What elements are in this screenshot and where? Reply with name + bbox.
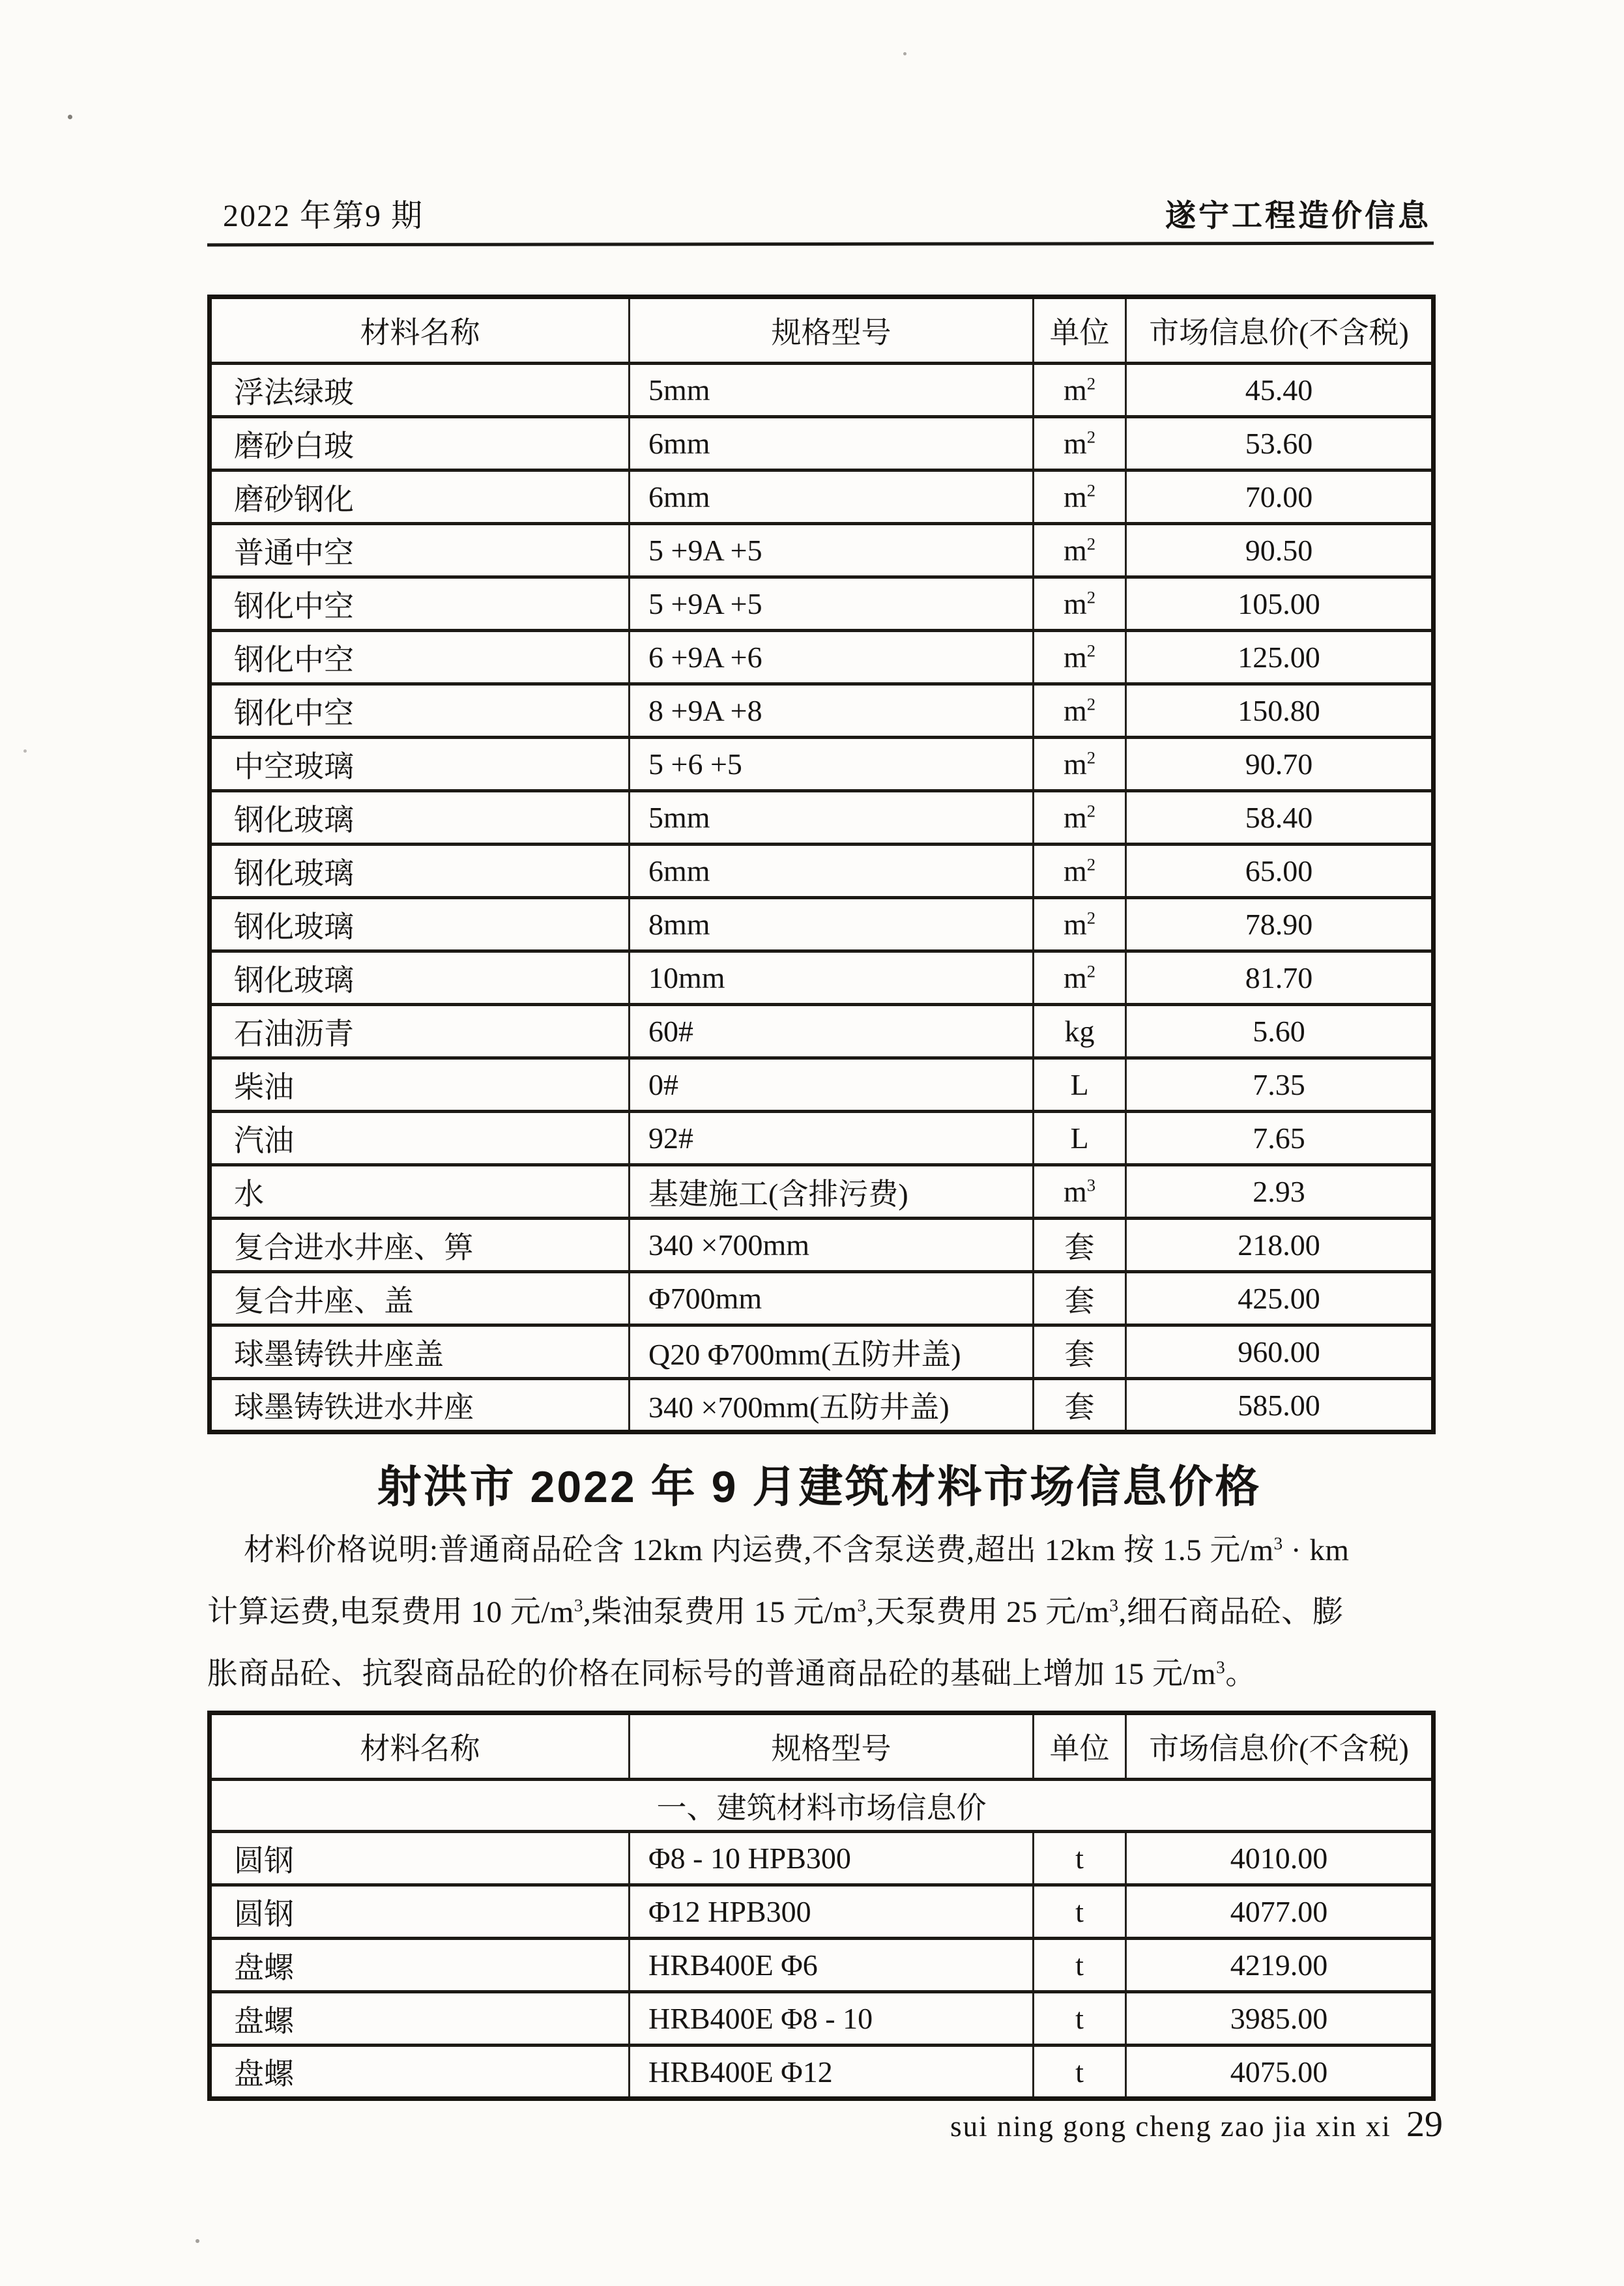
material-name-cell: 钢化玻璃	[210, 791, 630, 845]
material-name-cell: 钢化玻璃	[210, 951, 630, 1005]
material-name-cell: 盘螺	[210, 2046, 630, 2099]
price-cell: 218.00	[1126, 1219, 1434, 1272]
spec-cell: HRB400E Φ12	[630, 2046, 1034, 2099]
spec-cell: 60#	[630, 1005, 1034, 1058]
spec-cell: Q20 Φ700mm(五防井盖)	[630, 1325, 1034, 1379]
material-name-cell: 浮法绿玻	[210, 364, 630, 417]
unit-cell: $m^2$	[1034, 738, 1126, 791]
unit-cell: 套	[1034, 1219, 1126, 1272]
material-name-cell: 复合进水井座、箅	[210, 1219, 630, 1272]
table-row	[210, 2046, 1434, 2099]
spec-cell: 8 +9A +8	[630, 684, 1034, 738]
spec-cell: HRB400E Φ6	[630, 1939, 1034, 1992]
unit-cell: t	[1034, 1939, 1126, 1992]
material-name-cell: 圆钢	[210, 1885, 630, 1939]
glass-materials-price-table	[207, 295, 1436, 1434]
price-cell: 90.70	[1126, 738, 1434, 791]
page-footer	[207, 2104, 1443, 2145]
price-cell: 4010.00	[1126, 1832, 1434, 1885]
material-name-cell: 钢化中空	[210, 684, 630, 738]
spec-cell: 5 +6 +5	[630, 738, 1034, 791]
spec-cell: 8mm	[630, 898, 1034, 951]
table-row	[210, 684, 1434, 738]
price-cell: 7.65	[1126, 1112, 1434, 1165]
unit-cell: t	[1034, 1832, 1126, 1885]
price-cell: 45.40	[1126, 364, 1434, 417]
note-line: 胀商品砼、抗裂商品砼的价格在同标号的普通商品砼的基础上增加 15 元$/m^3$。	[207, 1657, 1256, 1691]
scan-speck	[68, 115, 72, 119]
column-header: 材料名称	[210, 297, 630, 364]
price-cell: 81.70	[1126, 951, 1434, 1005]
table-row	[210, 1325, 1434, 1379]
material-name-cell: 球墨铸铁井座盖	[210, 1325, 630, 1379]
table-row	[210, 1992, 1434, 2046]
material-name-cell: 柴油	[210, 1058, 630, 1112]
material-name-cell: 钢化中空	[210, 577, 630, 631]
column-header: 市场信息价(不含税)	[1126, 1713, 1434, 1780]
spec-cell: 340 ×700mm	[630, 1219, 1034, 1272]
spec-cell: 基建施工(含排污费)	[630, 1165, 1034, 1219]
price-cell: 90.50	[1126, 524, 1434, 577]
column-header: 材料名称	[210, 1713, 630, 1780]
material-name-cell: 钢化玻璃	[210, 845, 630, 898]
spec-cell: 92#	[630, 1112, 1034, 1165]
spec-cell: 5mm	[630, 364, 1034, 417]
material-name-cell: 盘螺	[210, 1992, 630, 2046]
price-cell: 4077.00	[1126, 1885, 1434, 1939]
unit-cell: 套	[1034, 1379, 1126, 1432]
running-head	[207, 190, 1431, 235]
unit-cell: $m^2$	[1034, 791, 1126, 845]
material-name-cell: 磨砂白玻	[210, 417, 630, 470]
price-cell: 150.80	[1126, 684, 1434, 738]
price-cell: 53.60	[1126, 417, 1434, 470]
table-row	[210, 1005, 1434, 1058]
unit-cell: $m^3$	[1034, 1165, 1126, 1219]
unit-cell: $m^2$	[1034, 577, 1126, 631]
material-name-cell: 钢化中空	[210, 631, 630, 684]
spec-cell: 6 +9A +6	[630, 631, 1034, 684]
footer-pinyin: sui ning gong cheng zao jia xin xi	[950, 2110, 1391, 2143]
unit-cell: $m^2$	[1034, 417, 1126, 470]
column-header: 规格型号	[630, 297, 1034, 364]
table-row	[210, 364, 1434, 417]
material-name-cell: 圆钢	[210, 1832, 630, 1885]
spec-cell: 5 +9A +5	[630, 524, 1034, 577]
page-number: 29	[1406, 2104, 1443, 2145]
material-name-cell: 复合井座、盖	[210, 1272, 630, 1325]
table-row	[210, 951, 1434, 1005]
unit-cell: $m^2$	[1034, 470, 1126, 524]
scan-speck	[196, 2239, 199, 2243]
spec-cell: Φ12 HPB300	[630, 1885, 1034, 1939]
spec-cell: HRB400E Φ8 - 10	[630, 1992, 1034, 2046]
price-cell: 5.60	[1126, 1005, 1434, 1058]
table-row	[210, 417, 1434, 470]
price-cell: 125.00	[1126, 631, 1434, 684]
unit-cell: t	[1034, 2046, 1126, 2099]
unit-cell: $m^2$	[1034, 684, 1126, 738]
unit-cell: $m^2$	[1034, 631, 1126, 684]
shehong-building-materials-table	[207, 1711, 1436, 2101]
price-cell: 7.35	[1126, 1058, 1434, 1112]
table-row	[210, 1832, 1434, 1885]
unit-cell: t	[1034, 1885, 1126, 1939]
material-name-cell: 水	[210, 1165, 630, 1219]
spec-cell: 0#	[630, 1058, 1034, 1112]
unit-cell: $m^2$	[1034, 524, 1126, 577]
spec-cell: 6mm	[630, 845, 1034, 898]
price-cell: 585.00	[1126, 1379, 1434, 1432]
material-name-cell: 石油沥青	[210, 1005, 630, 1058]
price-cell: 4075.00	[1126, 2046, 1434, 2099]
unit-cell: 套	[1034, 1325, 1126, 1379]
scan-speck	[23, 749, 27, 753]
table-row	[210, 1939, 1434, 1992]
column-header: 市场信息价(不含税)	[1126, 297, 1434, 364]
price-cell: 4219.00	[1126, 1939, 1434, 1992]
table-row	[210, 845, 1434, 898]
table-row	[210, 1112, 1434, 1165]
material-name-cell: 普通中空	[210, 524, 630, 577]
journal-title: 遂宁工程造价信息	[1165, 198, 1431, 233]
unit-cell: $m^2$	[1034, 898, 1126, 951]
unit-cell: L	[1034, 1058, 1126, 1112]
price-note-paragraph	[207, 1520, 1436, 1705]
column-header: 规格型号	[630, 1713, 1034, 1780]
table-row	[210, 1058, 1434, 1112]
section-header: 一、建筑材料市场信息价	[210, 1780, 1434, 1832]
spec-cell: 10mm	[630, 951, 1034, 1005]
price-cell: 425.00	[1126, 1272, 1434, 1325]
scan-speck	[903, 52, 906, 55]
unit-cell: $m^2$	[1034, 951, 1126, 1005]
unit-cell: kg	[1034, 1005, 1126, 1058]
material-name-cell: 盘螺	[210, 1939, 630, 1992]
table-row	[210, 524, 1434, 577]
price-cell: 960.00	[1126, 1325, 1434, 1379]
column-header: 单位	[1034, 1713, 1126, 1780]
table-row	[210, 631, 1434, 684]
table-row	[210, 577, 1434, 631]
section-row	[210, 1780, 1434, 1832]
table-row	[210, 791, 1434, 845]
material-name-cell: 汽油	[210, 1112, 630, 1165]
spec-cell: 6mm	[630, 417, 1034, 470]
spec-cell: 340 ×700mm(五防井盖)	[630, 1379, 1034, 1432]
note-line: 材料价格说明:普通商品砼含 12km 内运费,不含泵送费,超出 12km 按 1.5 元$/m^3$ · km	[244, 1533, 1350, 1567]
spec-cell: 5mm	[630, 791, 1034, 845]
spec-cell: Φ8 - 10 HPB300	[630, 1832, 1034, 1885]
issue-label: 2022 年第9 期	[223, 199, 424, 233]
material-name-cell: 球墨铸铁进水井座	[210, 1379, 630, 1432]
table-row	[210, 1165, 1434, 1219]
table-row	[210, 1885, 1434, 1939]
table-row	[210, 1379, 1434, 1432]
unit-cell: L	[1034, 1112, 1126, 1165]
material-name-cell: 磨砂钢化	[210, 470, 630, 524]
price-cell: 65.00	[1126, 845, 1434, 898]
unit-cell: $m^2$	[1034, 364, 1126, 417]
price-cell: 3985.00	[1126, 1992, 1434, 2046]
spec-cell: 6mm	[630, 470, 1034, 524]
unit-cell: t	[1034, 1992, 1126, 2046]
price-cell: 105.00	[1126, 577, 1434, 631]
table-row	[210, 1219, 1434, 1272]
table-row	[210, 1272, 1434, 1325]
unit-cell: $m^2$	[1034, 845, 1126, 898]
header-rule	[207, 242, 1434, 247]
material-name-cell: 中空玻璃	[210, 738, 630, 791]
price-cell: 58.40	[1126, 791, 1434, 845]
table-row	[210, 470, 1434, 524]
page-title: 射洪市 2022 年 9 月建筑材料市场信息价格	[377, 1462, 1262, 1512]
material-name-cell: 钢化玻璃	[210, 898, 630, 951]
table-row	[210, 898, 1434, 951]
unit-cell: 套	[1034, 1272, 1126, 1325]
table-row	[210, 738, 1434, 791]
spec-cell: Φ700mm	[630, 1272, 1034, 1325]
spec-cell: 5 +9A +5	[630, 577, 1034, 631]
column-header: 单位	[1034, 297, 1126, 364]
price-cell: 78.90	[1126, 898, 1434, 951]
price-cell: 70.00	[1126, 470, 1434, 524]
price-cell: 2.93	[1126, 1165, 1434, 1219]
note-line: 计算运费,电泵费用 10 元$/m^3$,柴油泵费用 15 元$/m^3$,天泵费用 25 元$/m^3$,细石商品砼、膨	[207, 1595, 1344, 1629]
